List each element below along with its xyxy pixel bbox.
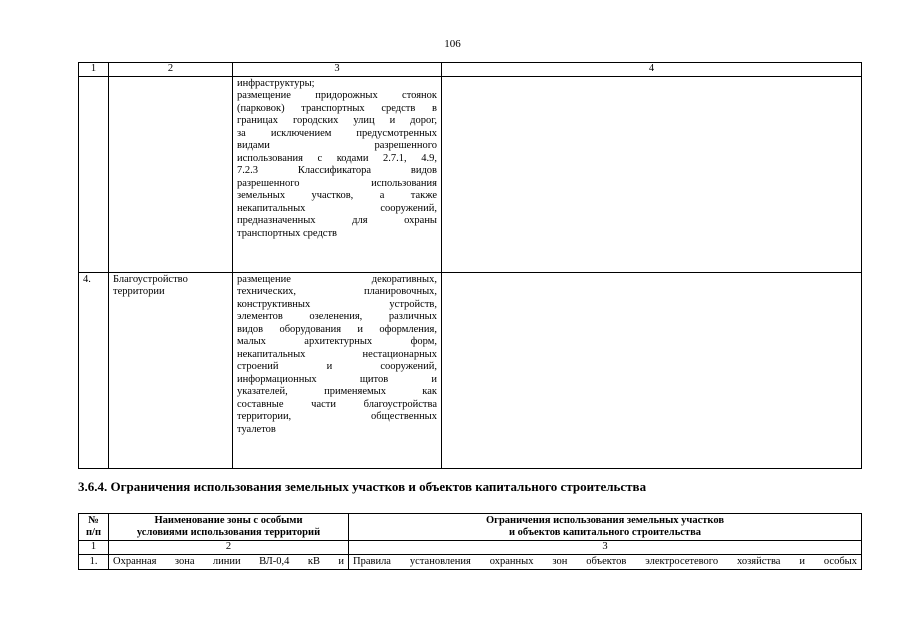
text-line: строений и сооружений, <box>237 361 437 372</box>
table-index-row <box>79 541 862 555</box>
text-line: земельных участков, а также <box>237 190 437 201</box>
header-col-3: 3 <box>233 63 442 77</box>
row-name-cell <box>109 272 233 468</box>
index-col-3: 3 <box>349 541 862 555</box>
header-num <box>79 514 109 541</box>
text-line: конструктивных устройств, <box>237 298 437 310</box>
table-header-row <box>79 514 862 541</box>
text-line: территории, общественных <box>237 411 437 422</box>
row-extra-cell <box>442 76 862 272</box>
text-line: указателей, применяемых как <box>237 386 437 397</box>
text-line: территории <box>113 286 165 297</box>
text-line: границах городских улиц и дорог, <box>237 115 437 126</box>
text-line: разрешенного использования <box>237 177 437 189</box>
row-name-cell <box>109 76 233 272</box>
text-line: некапитальных нестационарных <box>237 348 437 360</box>
text-line: и объектов капитального строительства <box>509 527 701 538</box>
text-line: п/п <box>85 527 102 538</box>
header-zone <box>109 514 349 541</box>
table-row <box>79 76 862 272</box>
text-line: некапитальных сооружений, <box>237 202 437 214</box>
text-line: туалетов <box>237 423 276 435</box>
text-line: информационных щитов и <box>237 373 437 385</box>
header-col-1: 1 <box>79 63 109 77</box>
text-line: составные части благоустройства <box>237 398 437 410</box>
text-line: видов оборудования и оформления, <box>237 323 437 335</box>
text-line: использования с кодами 2.7.1, 4.9, <box>237 152 437 164</box>
section-heading: 3.6.4. Ограничения использования земельных участков и объектов капитального строительства <box>78 479 647 494</box>
row-num-cell: 4. <box>79 272 109 468</box>
text-line: инфраструктуры; <box>237 77 315 89</box>
row-num-cell <box>79 76 109 272</box>
text-line: 7.2.3 Классификатора видов <box>237 165 437 176</box>
row-num-cell: 1. <box>79 554 109 570</box>
header-col-2: 2 <box>109 63 233 77</box>
restrictions-table <box>78 513 862 570</box>
text-line: элементов озеленения, различных <box>237 311 437 322</box>
row-zone-cell: Охранная зона линии ВЛ-0,4 кВ и <box>109 554 349 570</box>
text-line: № <box>88 515 99 526</box>
index-col-1: 1 <box>79 541 109 555</box>
text-line: технических, планировочных, <box>237 286 437 297</box>
table-row <box>79 272 862 468</box>
text-line: Наименование зоны с особыми <box>154 515 303 526</box>
land-use-table <box>78 62 862 469</box>
text-line: условиями использования территорий <box>136 527 321 538</box>
text-line: за исключением предусмотренных <box>237 127 437 139</box>
header-col-4: 4 <box>442 63 862 77</box>
text-line: малых архитектурных форм, <box>237 336 437 347</box>
page-number: 106 <box>444 38 461 50</box>
header-restrictions <box>349 514 862 541</box>
row-extra-cell <box>442 272 862 468</box>
row-description-cell <box>233 272 442 468</box>
table-header-row <box>79 63 862 77</box>
row-description-cell <box>233 76 442 272</box>
text-line: видами разрешенного <box>237 140 437 151</box>
text-line: предназначенных для охраны <box>237 215 437 226</box>
text-line: транспортных средств <box>237 227 338 239</box>
text-line: Ограничения использования земельных участков <box>486 515 724 526</box>
text-line: размещение придорожных стоянок <box>237 90 437 101</box>
table-row <box>79 554 862 570</box>
text-line: размещение декоративных, <box>237 273 437 285</box>
index-col-2: 2 <box>109 541 349 555</box>
row-restriction-cell: Правила установления охранных зон объектов электросетевого хозяйства и особых <box>349 554 862 570</box>
text-line: Благоустройство <box>113 273 188 285</box>
text-line: (парковок) транспортных средств в <box>237 102 437 114</box>
